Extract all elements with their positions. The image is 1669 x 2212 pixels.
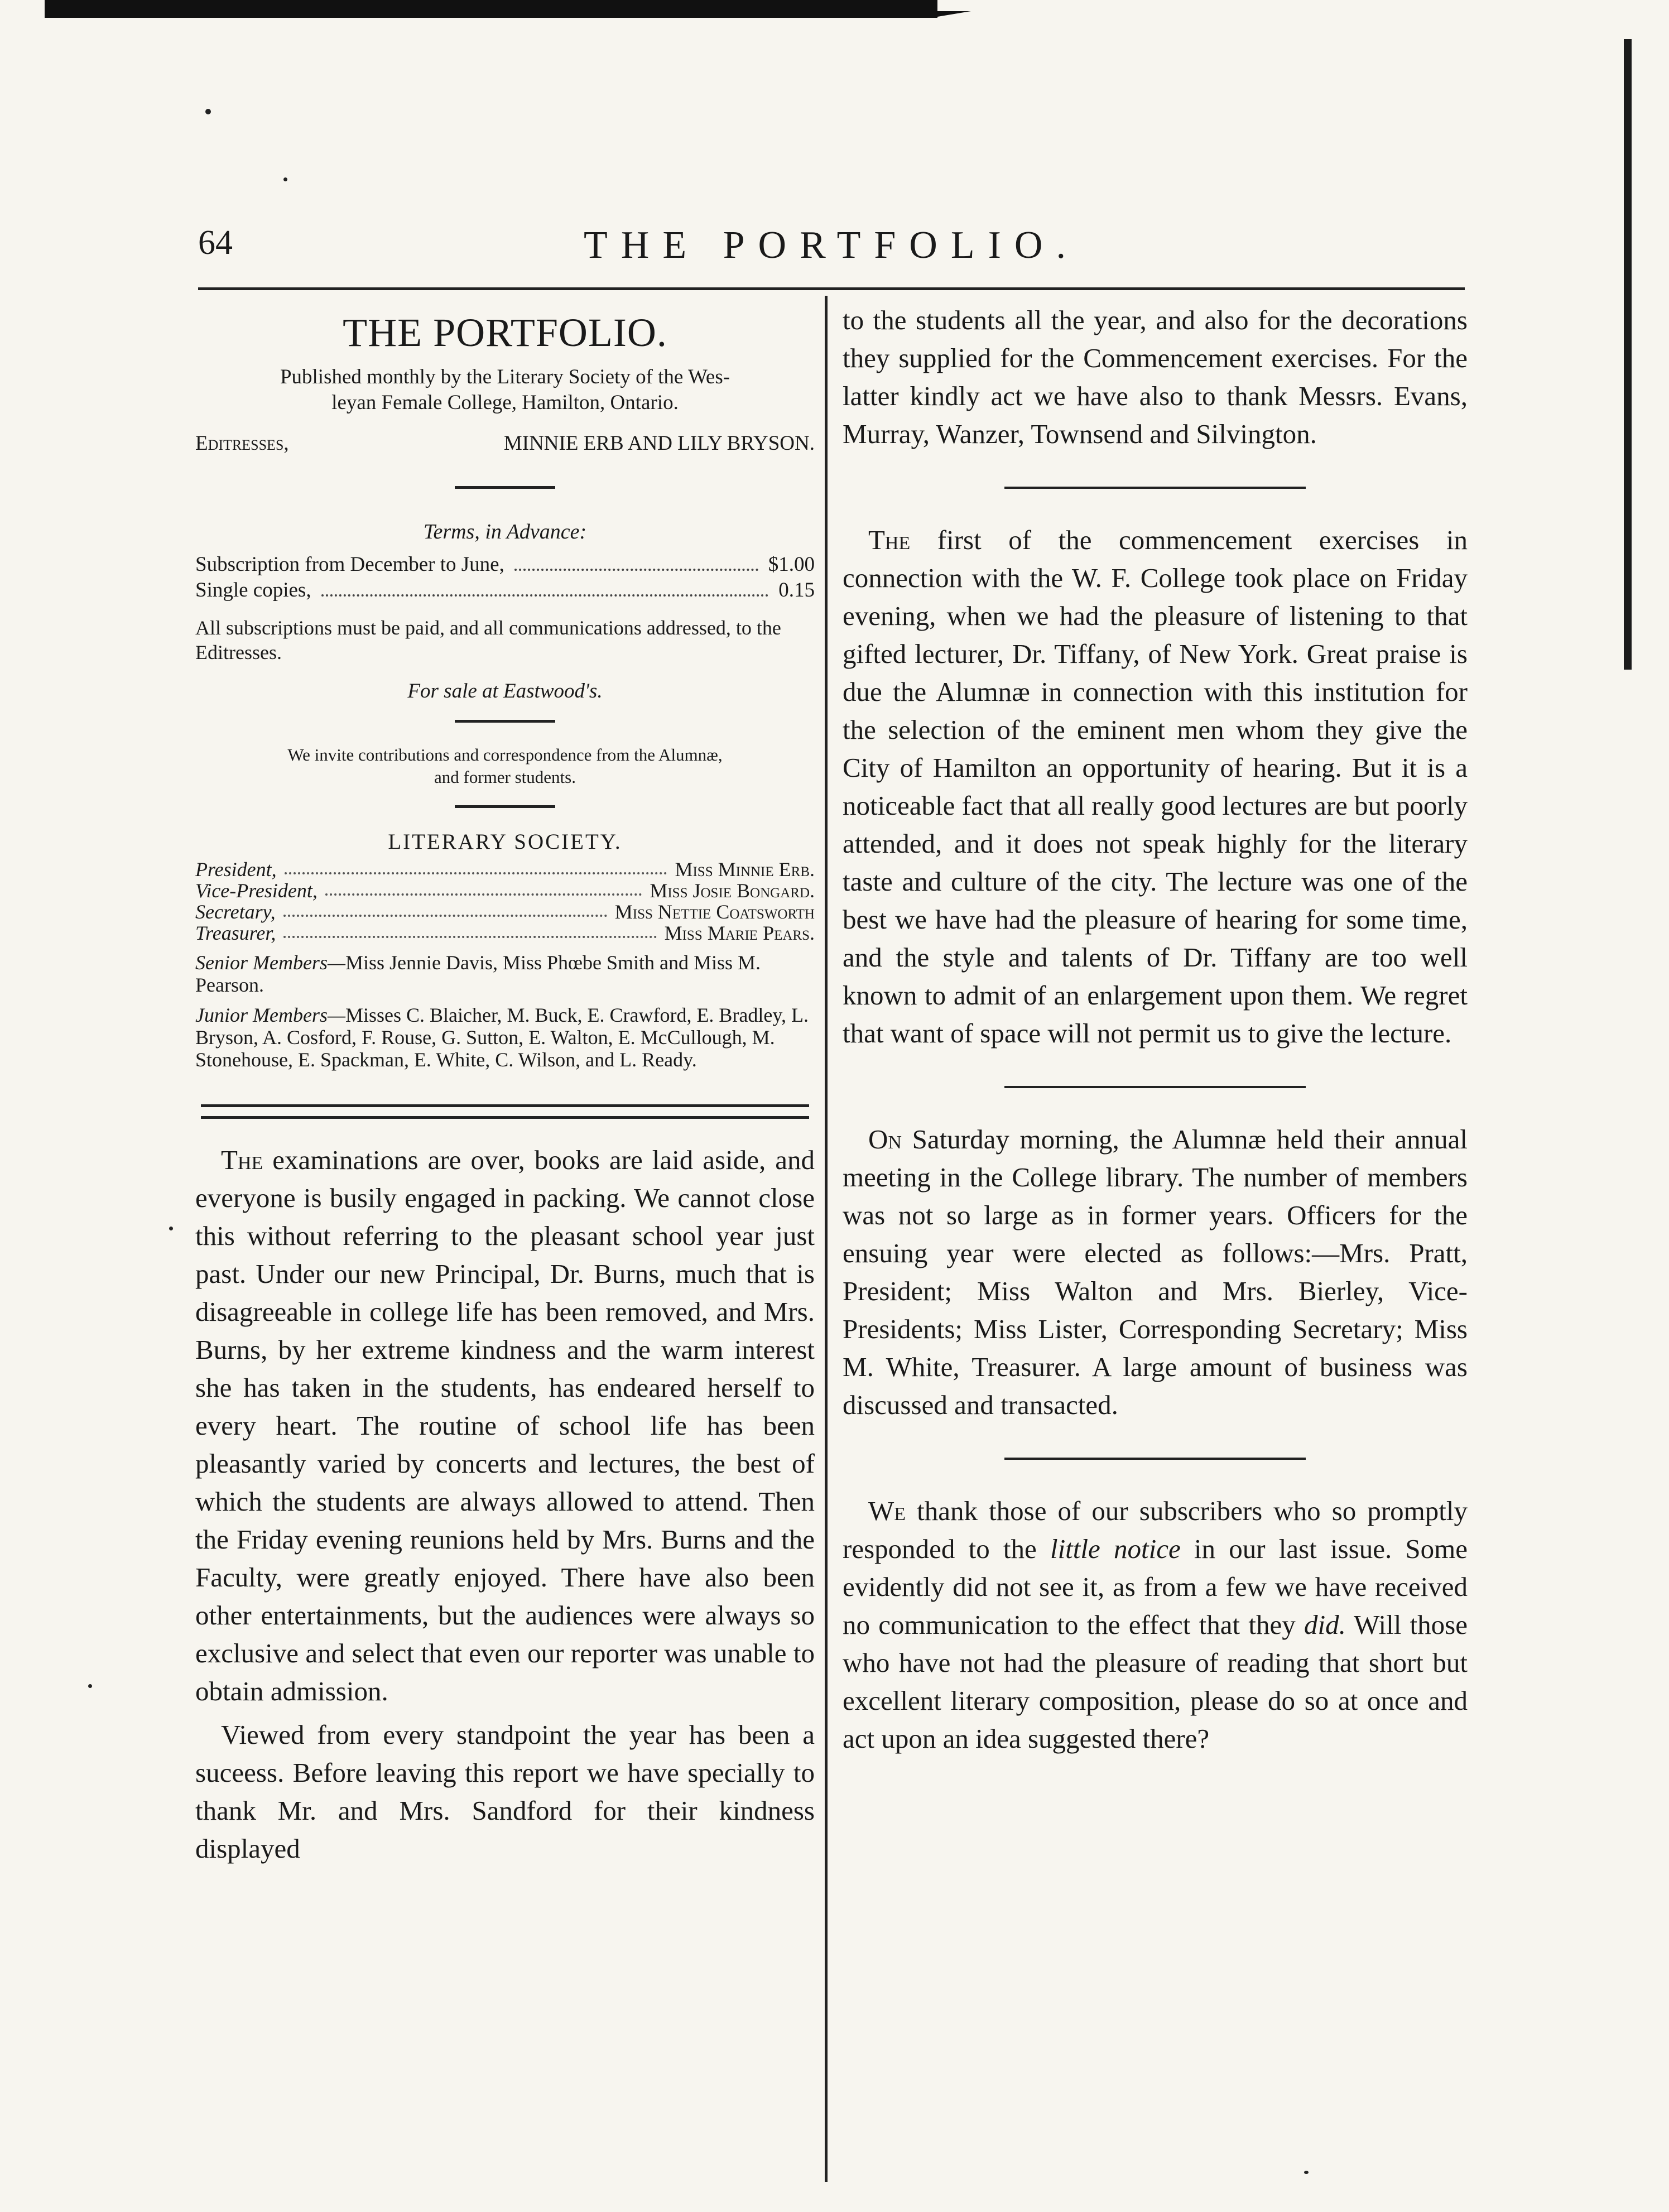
article-paragraph [843, 521, 1468, 1052]
officer-role: President, [195, 858, 277, 881]
officer-row [195, 901, 815, 922]
senior-members [195, 951, 815, 996]
emphasis-text: did. [1304, 1609, 1346, 1640]
officer-name: Miss Josie Bongard. [650, 879, 815, 902]
leader-dots [285, 859, 667, 874]
article-separator [1004, 487, 1306, 489]
officer-role: Secretary, [195, 901, 276, 923]
price-row [195, 552, 815, 578]
price-label: Subscription from December to June, [195, 553, 504, 576]
masthead-title: THE PORTFOLIO. [343, 310, 667, 355]
page-header [198, 223, 1465, 273]
right-column [843, 301, 1468, 2187]
publisher-line: Published monthly by the Literary Society of the Wes- [280, 366, 730, 388]
article-paragraph [843, 1492, 1468, 1758]
article-paragraph: Viewed from every standpoint the year has been a suceess. Before leaving this report we have specially to thank Mr. and Mrs. Sandford for their kindness displayed [195, 1719, 815, 1864]
officer-name: Miss Marie Pears. [664, 922, 815, 944]
scan-right-edge [1624, 39, 1632, 670]
subscription-notice: All subscriptions must be paid, and all communications addressed, to the Editresses. [195, 617, 781, 663]
double-rule [201, 1104, 809, 1119]
price-value: 0.15 [778, 579, 815, 602]
paragraph-text: first of the commencement exercises in connection with the W. F. College took place on Friday evening, when we had the pleasure of listening to that gifted lecturer, Dr. Tiffany, of New York. Great praise is due the Alumnæ in connection with this institution for the selection of the eminent men whom they give the City of Hamilton an opportunity of hearing. But it is a noticeable fact that all really good lectures are but poorly attended, and it does not speak highly for the literary taste and culture of the city. The lecture was one of the best we have had the pleasure of hearing for some time, and the style and talents of Dr. Tiffany are too well known to admit of an enlargement upon them. We regret that want of space will not permit us to give the lecture. [843, 525, 1468, 1049]
terms-title: Terms, in Advance: [423, 520, 587, 544]
price-label: Single copies, [195, 579, 311, 602]
lead-word: We [868, 1495, 906, 1526]
member-list: Miss Jennie Davis, Miss Phœbe Smith and Miss M. Pearson. [195, 951, 761, 996]
member-group-label: Senior Members— [195, 951, 345, 974]
leader-dots [325, 880, 642, 896]
article-separator [1004, 1458, 1306, 1460]
paragraph-text: thank those of our subscribers who so promptly responded to the [843, 1495, 1468, 1564]
paragraph-text: Will those who have not had the pleasure of reading that short but excellent literary composition, please do so at once and act upon an idea suggested there? [843, 1609, 1468, 1754]
price-row [195, 578, 815, 603]
invite-line: and former students. [434, 767, 576, 787]
editresses-names: MINNIE ERB AND LILY BRYSON. [503, 432, 815, 455]
society-title: LITERARY SOCIETY. [388, 830, 622, 854]
publisher-line: leyan Female College, Hamilton, Ontario. [331, 391, 679, 414]
leader-dots [283, 922, 656, 938]
header-rule [198, 287, 1465, 290]
leader-dots [321, 578, 769, 597]
officer-name: Miss Minnie Erb. [675, 858, 815, 881]
member-list: Misses C. Blaicher, M. Buck, E. Crawford, E. Bradley, L. Bryson, A. Cosford, F. Rouse, G. Sutton, E. Walton, E. McCullough, M. Stonehouse, E. Spackman, E. White, C. Wilson, and L. Ready. [195, 1004, 809, 1071]
officer-role: Vice-President, [195, 879, 318, 902]
lead-word: The [221, 1145, 263, 1175]
scan-edge-bar-tail [937, 11, 971, 17]
running-title: THE PORTFOLIO. [584, 224, 1079, 267]
for-sale-note: For sale at Eastwood's. [407, 680, 603, 703]
paragraph-text: in our last issue. Some evidently did not see it, as from a few we have received no communication to the effect that they [843, 1533, 1468, 1640]
scan-speck [283, 177, 287, 181]
officer-row [195, 859, 815, 880]
officer-name: Miss Nettie Coatsworth [614, 901, 815, 923]
scan-edge-bar [45, 0, 937, 18]
invite-line: We invite contributions and correspondence from the Alumnæ, [287, 745, 723, 764]
junior-members [195, 1004, 815, 1071]
leader-dots [283, 901, 607, 917]
officer-row [195, 922, 815, 944]
short-rule [455, 486, 555, 489]
left-column [195, 301, 815, 2187]
officer-row [195, 880, 815, 901]
lead-word: The [868, 525, 911, 555]
leader-dots [514, 552, 758, 571]
scan-speck [88, 1684, 92, 1688]
scan-speck [169, 1227, 173, 1230]
editresses-line [195, 431, 815, 455]
column-divider [825, 296, 828, 2182]
scan-speck [205, 109, 211, 114]
price-value: $1.00 [768, 553, 815, 576]
paragraph-text: Saturday morning, the Alumnæ held their annual meeting in the College library. The number of members was not so large as in former years. Officers for the ensuing year were elected as follows:—Mrs. Pratt, President; Miss Walton and Mrs. Bierley, Vice-Presidents; Miss Lister, Corresponding Secretary; Miss M. White, Treasurer. A large amount of business was discussed and transacted. [843, 1124, 1468, 1420]
article-paragraph [843, 1121, 1468, 1424]
paragraph-text: examinations are over, books are laid aside, and everyone is busily engaged in packing. We cannot close this without referring to the pleasant school year just past. Under our new Principal, Dr. Burns, much that is disagreeable in college life has been removed, and Mrs. Burns, by her extreme kindness and the warm interest she has taken in the students, has endeared herself to every heart. The routine of school life has been pleasantly varied by concerts and lectures, the best of which the students are always allowed to attend. Then the Friday evening reunions held by Mrs. Burns and the Faculty, were greatly enjoyed. There have also been other entertainments, but the audiences were always so exclusive and select that even our reporter was unable to obtain admission. [195, 1145, 815, 1706]
article-paragraph [195, 1141, 815, 1710]
lead-word: On [868, 1124, 902, 1155]
emphasis-text: little notice [1050, 1533, 1181, 1564]
article-continuation: to the students all the year, and also for the decorations they supplied for the Commencement exercises. For the latter kindly act we have also to thank Messrs. Evans, Murray, Wanzer, Townsend and Silvington. [843, 305, 1468, 449]
short-rule [455, 805, 555, 808]
page-number: 64 [198, 224, 233, 262]
short-rule [455, 720, 555, 723]
member-group-label: Junior Members— [195, 1004, 345, 1026]
article-separator [1004, 1086, 1306, 1088]
editresses-label: Editresses, [195, 432, 289, 455]
officer-role: Treasurer, [195, 922, 276, 944]
